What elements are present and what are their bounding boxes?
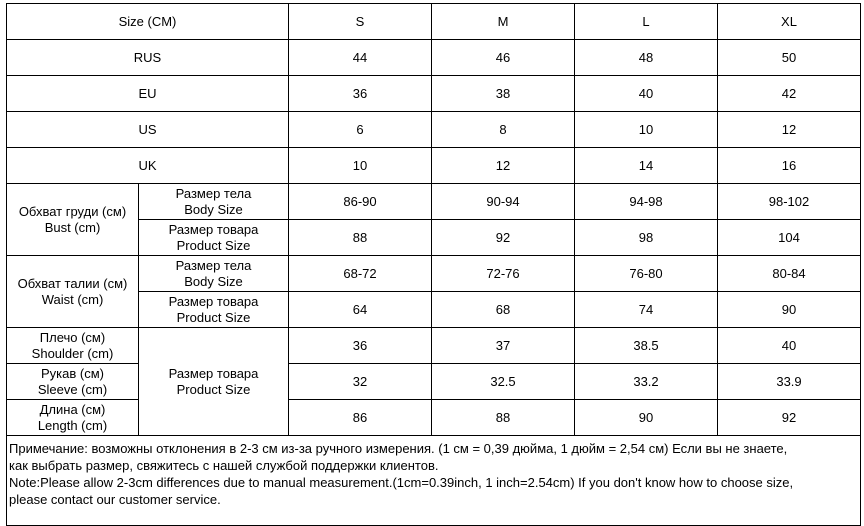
- table-cell: 37: [432, 328, 575, 364]
- product-size-label-en: Product Size: [176, 309, 251, 325]
- table-row: [7, 76, 861, 112]
- table-row: [7, 400, 861, 436]
- waist-label-en: Waist (cm): [41, 291, 104, 307]
- product-size-label: [139, 292, 289, 328]
- note-ru-line1: Примечание: возможны отклонения в 2-3 см из-за ручного измерения. (1 см = 0,39 дюйма, 1 дюйм = 2,54 см) Если вы не знаете,: [9, 441, 788, 456]
- table-cell: 90: [718, 292, 861, 328]
- table-cell: 32.5: [432, 364, 575, 400]
- table-cell: 40: [575, 76, 718, 112]
- note-row: [7, 436, 861, 526]
- table-cell: 98: [575, 220, 718, 256]
- length-label-en: Length (cm): [37, 417, 108, 433]
- table-cell: 10: [575, 112, 718, 148]
- product-size-label-ru: Размер товара: [168, 365, 259, 381]
- product-size-label-ru: Размер товара: [168, 221, 259, 237]
- note-en-line2: please contact our customer service.: [9, 492, 221, 507]
- table-cell: 86: [289, 400, 432, 436]
- table-cell: 33.2: [575, 364, 718, 400]
- shoulder-label: [7, 328, 139, 364]
- bust-label-en: Bust (cm): [44, 219, 101, 235]
- table-cell: 38.5: [575, 328, 718, 364]
- body-size-label: [139, 256, 289, 292]
- product-size-label-ru: Размер товара: [168, 293, 259, 309]
- table-cell: 92: [432, 220, 575, 256]
- length-label-ru: Длина (см): [39, 401, 106, 417]
- table-cell: 76-80: [575, 256, 718, 292]
- sleeve-label: [7, 364, 139, 400]
- table-cell: 36: [289, 328, 432, 364]
- size-chart-table: [6, 3, 861, 526]
- product-size-label-en: Product Size: [176, 237, 251, 253]
- system-label-us: US: [7, 112, 289, 148]
- shoulder-label-ru: Плечо (см): [39, 329, 106, 345]
- table-cell: 68: [432, 292, 575, 328]
- table-cell: 68-72: [289, 256, 432, 292]
- bust-label-ru: Обхват груди (см): [18, 203, 127, 219]
- size-header-m: M: [432, 4, 575, 40]
- table-cell: 46: [432, 40, 575, 76]
- table-cell: 50: [718, 40, 861, 76]
- product-size-label: [139, 220, 289, 256]
- body-size-label: [139, 184, 289, 220]
- system-label-uk: UK: [7, 148, 289, 184]
- table-cell: 12: [718, 112, 861, 148]
- table-cell: 16: [718, 148, 861, 184]
- table-cell: 33.9: [718, 364, 861, 400]
- waist-label: [7, 256, 139, 328]
- table-cell: 14: [575, 148, 718, 184]
- length-label: [7, 400, 139, 436]
- table-row: [7, 256, 861, 292]
- waist-label-ru: Обхват талии (см): [17, 275, 128, 291]
- table-row: [7, 112, 861, 148]
- table-cell: 12: [432, 148, 575, 184]
- table-cell: 90-94: [432, 184, 575, 220]
- size-header-s: S: [289, 4, 432, 40]
- table-cell: 40: [718, 328, 861, 364]
- measurement-note: [7, 436, 861, 526]
- table-cell: 6: [289, 112, 432, 148]
- table-cell: 80-84: [718, 256, 861, 292]
- sleeve-label-ru: Рукав (см): [41, 365, 104, 381]
- table-row: [7, 148, 861, 184]
- table-cell: 74: [575, 292, 718, 328]
- system-label-rus: RUS: [7, 40, 289, 76]
- table-cell: 8: [432, 112, 575, 148]
- table-cell: 64: [289, 292, 432, 328]
- table-cell: 48: [575, 40, 718, 76]
- table-cell: 88: [432, 400, 575, 436]
- table-cell: 104: [718, 220, 861, 256]
- sleeve-label-en: Sleeve (cm): [37, 381, 108, 397]
- table-row: [7, 364, 861, 400]
- note-en-line1: Note:Please allow 2-3cm differences due to manual measurement.(1cm=0.39inch, 1 inch=2.54cm) If you don't know how to choose size,: [9, 475, 794, 490]
- table-cell: 88: [289, 220, 432, 256]
- body-size-label-ru: Размер тела: [175, 257, 252, 273]
- table-row: [7, 40, 861, 76]
- table-cell: 92: [718, 400, 861, 436]
- header-row: [7, 4, 861, 40]
- table-cell: 90: [575, 400, 718, 436]
- body-size-label-en: Body Size: [184, 273, 243, 289]
- note-ru-line2: как выбрать размер, свяжитесь с нашей службой поддержки клиентов.: [9, 458, 439, 473]
- bust-label: [7, 184, 139, 256]
- system-label-eu: EU: [7, 76, 289, 112]
- table-cell: 38: [432, 76, 575, 112]
- table-cell: 42: [718, 76, 861, 112]
- size-header-l: L: [575, 4, 718, 40]
- table-cell: 10: [289, 148, 432, 184]
- shoulder-label-en: Shoulder (cm): [31, 345, 114, 361]
- table-cell: 94-98: [575, 184, 718, 220]
- table-cell: 36: [289, 76, 432, 112]
- table-cell: 44: [289, 40, 432, 76]
- product-size-label: [139, 328, 289, 436]
- product-size-label-en: Product Size: [176, 381, 251, 397]
- table-cell: 98-102: [718, 184, 861, 220]
- size-header-label: Size (CM): [7, 4, 289, 40]
- body-size-label-en: Body Size: [184, 201, 243, 217]
- table-cell: 86-90: [289, 184, 432, 220]
- table-row: [7, 184, 861, 220]
- table-cell: 72-76: [432, 256, 575, 292]
- body-size-label-ru: Размер тела: [175, 185, 252, 201]
- size-header-xl: XL: [718, 4, 861, 40]
- table-row: [7, 328, 861, 364]
- table-cell: 32: [289, 364, 432, 400]
